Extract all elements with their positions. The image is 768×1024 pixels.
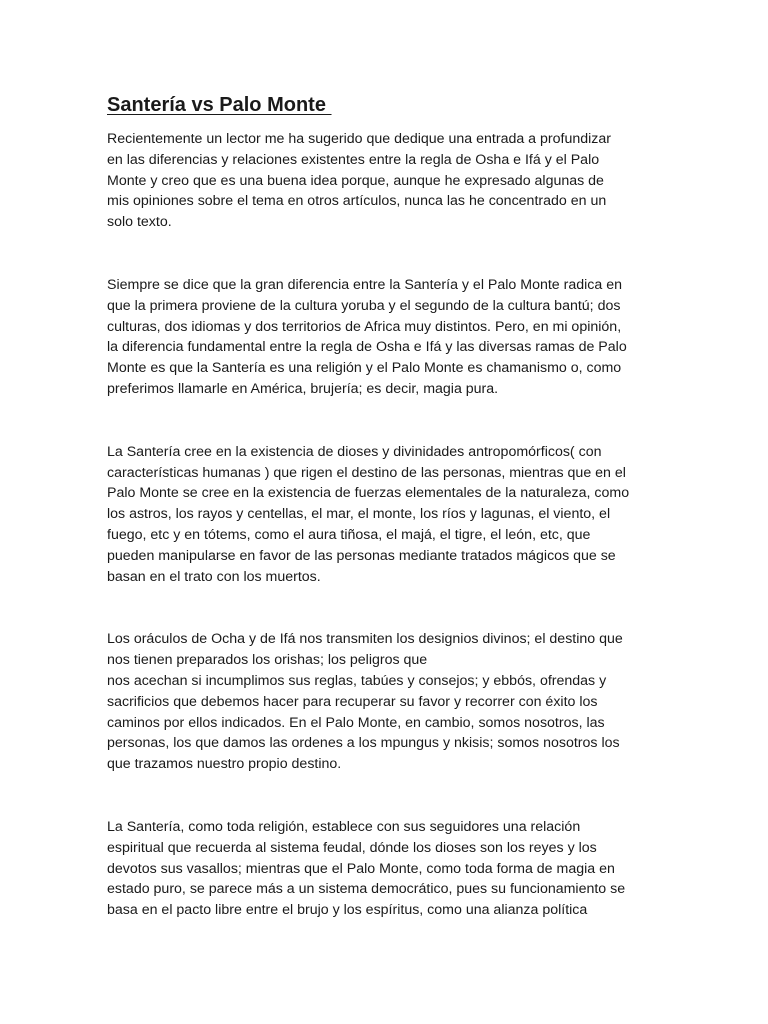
paragraph-line: nos acechan si incumplimos sus reglas, tabúes y consejos; y ebbós, ofrendas y [107,672,607,689]
paragraph-line: mis opiniones sobre el tema en otros artículos, nunca las he concentrado en un [107,193,607,210]
paragraph-line: Los oráculos de Ocha y de Ifá nos transmiten los designios divinos; el destino que [107,631,623,648]
paragraph-line: caminos por ellos indicados. En el Palo Monte, en cambio, somos nosotros, las [107,714,605,731]
paragraph-line: solo texto. [107,214,172,231]
paragraph-line: basan en el trato con los muertos. [107,568,321,585]
paragraph-line: los astros, los rayos y centellas, el mar, el monte, los ríos y lagunas, el viento, el [107,506,611,523]
document-title: Santería vs Palo Monte [107,94,332,116]
paragraph-2 [107,275,667,400]
paragraph-line: que la primera proviene de la cultura yoruba y el segundo de la cultura bantú; dos [107,297,621,314]
paragraph-line: Palo Monte se cree en la existencia de fuerzas elementales de la naturaleza, como [107,485,630,502]
paragraph-line: devotos sus vasallos; mientras que el Palo Monte, como toda forma de magia en [107,860,615,877]
paragraph-line: la diferencia fundamental entre la regla de Osha e Ifá y las diversas ramas de Palo [107,339,627,356]
paragraph-3 [107,442,667,588]
paragraph-line: pueden manipularse en favor de las personas mediante tratados mágicos que se [107,547,616,564]
paragraph-1 [107,129,667,233]
paragraph-line: personas, los que damos las ordenes a los mpungus y nkisis; somos nosotros los [107,735,620,752]
paragraph-line: basa en el pacto libre entre el brujo y los espíritus, como una alianza política [107,902,588,919]
paragraph-line: espiritual que recuerda al sistema feudal, dónde los dioses son los reyes y los [107,839,597,856]
paragraph-line: Recientemente un lector me ha sugerido que dedique una entrada a profundizar [107,131,611,147]
paragraph-line: preferimos llamarle en América, brujería; es decir, magia pura. [107,380,499,397]
paragraph-line: Monte es que la Santería es una religión y el Palo Monte es chamanismo o, como [107,360,622,377]
paragraph-line: que trazamos nuestro propio destino. [107,756,342,773]
paragraph-line: La Santería cree en la existencia de dioses y divinidades antropomórficos( con [107,443,602,460]
paragraph-line: La Santería, como toda religión, establece con sus seguidores una relación [107,818,581,835]
paragraph-line: fuego, etc y en tótems, como el aura tiñosa, el majá, el tigre, el león, etc, que [107,526,591,543]
paragraph-line: culturas, dos idiomas y dos territorios de Africa muy distintos. Pero, en mi opinión, [107,318,622,335]
paragraph-4 [107,629,667,775]
paragraph-line: nos tienen preparados los orishas; los peligros que [107,652,428,669]
paragraph-line: Monte y creo que es una buena idea porque, aunque he expresado algunas de [107,172,604,189]
paragraph-5 [107,817,667,921]
document-page [107,92,667,921]
paragraph-line: estado puro, se parece más a un sistema democrático, pues su funcionamiento se [107,881,626,898]
paragraph-line: en las diferencias y relaciones existentes entre la regla de Osha e Ifá y el Palo [107,151,600,168]
paragraph-line: Siempre se dice que la gran diferencia entre la Santería y el Palo Monte radica en [107,276,622,293]
paragraph-line: características humanas ) que rigen el destino de las personas, mientras que en el [107,464,626,481]
paragraph-line: sacrificios que debemos hacer para recuperar su favor y recorrer con éxito los [107,693,598,710]
